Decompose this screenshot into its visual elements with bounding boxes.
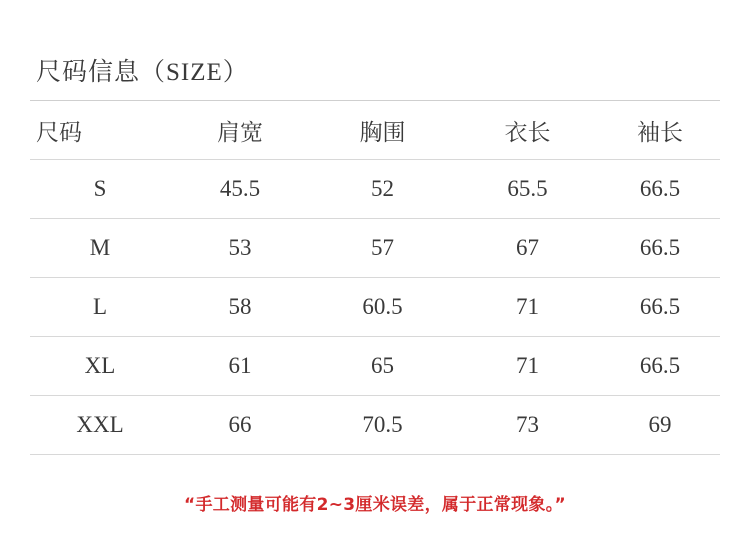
cell-shoulder: 58 <box>170 278 310 337</box>
cell-sleeve: 69 <box>600 396 720 455</box>
cell-sleeve: 66.5 <box>600 337 720 396</box>
cell-sleeve: 66.5 <box>600 219 720 278</box>
column-header-shoulder: 肩宽 <box>170 101 310 160</box>
cell-length: 73 <box>455 396 600 455</box>
cell-length: 67 <box>455 219 600 278</box>
cell-size: M <box>30 219 170 278</box>
measurement-note: “手工测量可能有2~3厘米误差，属于正常现象。” <box>184 495 566 515</box>
cell-sleeve: 66.5 <box>600 278 720 337</box>
table-row <box>30 278 720 337</box>
table-body <box>30 160 720 455</box>
cell-bust: 65 <box>310 337 455 396</box>
cell-length: 65.5 <box>455 160 600 219</box>
cell-shoulder: 53 <box>170 219 310 278</box>
size-table <box>30 100 720 455</box>
cell-bust: 70.5 <box>310 396 455 455</box>
cell-length: 71 <box>455 278 600 337</box>
cell-bust: 57 <box>310 219 455 278</box>
table-row <box>30 219 720 278</box>
table-header <box>30 101 720 160</box>
cell-shoulder: 45.5 <box>170 160 310 219</box>
cell-sleeve: 66.5 <box>600 160 720 219</box>
column-header-sleeve: 袖长 <box>600 101 720 160</box>
cell-size: XL <box>30 337 170 396</box>
cell-shoulder: 61 <box>170 337 310 396</box>
cell-bust: 52 <box>310 160 455 219</box>
cell-shoulder: 66 <box>170 396 310 455</box>
cell-length: 71 <box>455 337 600 396</box>
cell-size: S <box>30 160 170 219</box>
table-row <box>30 337 720 396</box>
table-row <box>30 160 720 219</box>
cell-bust: 60.5 <box>310 278 455 337</box>
cell-size: L <box>30 278 170 337</box>
page-title: 尺码信息（SIZE） <box>36 59 249 86</box>
table-row <box>30 396 720 455</box>
table-header-row <box>30 101 720 160</box>
column-header-bust: 胸围 <box>310 101 455 160</box>
cell-size: XXL <box>30 396 170 455</box>
column-header-length: 衣长 <box>455 101 600 160</box>
column-header-size: 尺码 <box>30 101 170 160</box>
